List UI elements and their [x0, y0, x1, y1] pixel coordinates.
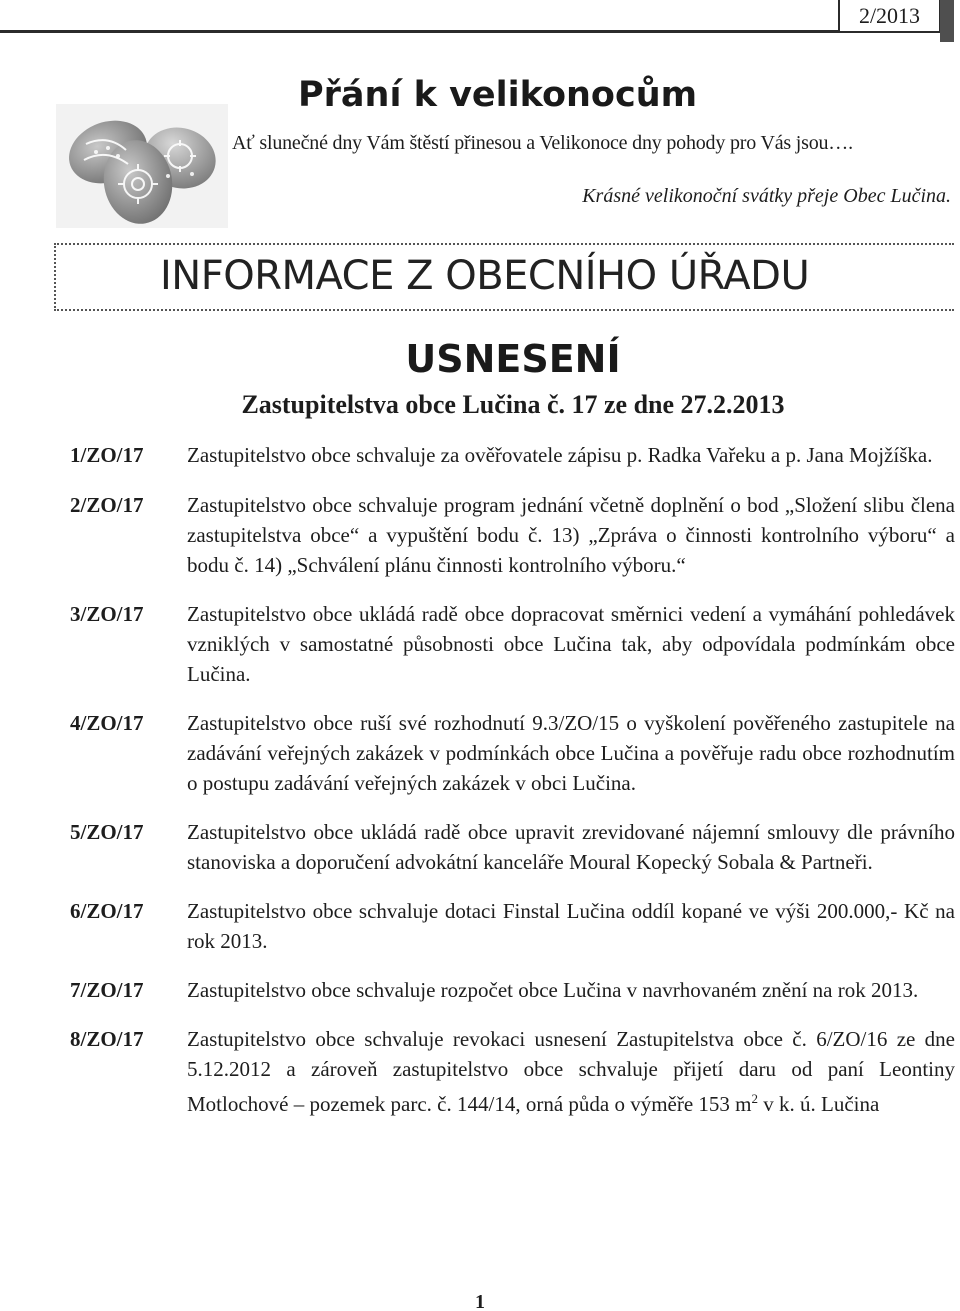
resolution-item: [0, 1024, 960, 1119]
greeting-text: Ať slunečné dny Vám štěstí přinesou a Velikonoce dny pohody pro Vás jsou….: [232, 132, 853, 154]
item-number: 7/ZO/17: [70, 978, 144, 1002]
item-text: Zastupitelstvo obce schvaluje dotaci Finstal Lučina oddíl kopané ve výši 200.000,- Kč na rok 2013.: [187, 899, 955, 953]
greeting-signature: Krásné velikonoční svátky přeje Obec Lučina.: [582, 185, 951, 207]
item-text: [187, 1024, 955, 1119]
item-text: Zastupitelstvo obce ruší své rozhodnutí 9.3/ZO/15 o vyškolení pověřeného zastupitele na zadávání veřejných zakázek v podmínkách obce Lučina a pověřuje radu obce rozhodnutím o postupu zadávání veřejných zakázek v obci Lučina.: [187, 711, 955, 795]
resolution-title: USNESENÍ: [405, 337, 621, 381]
item-text-main: Zastupitelstvo obce schvaluje revokaci usnesení Zastupitelstva obce č. 6/ZO/16 ze dne 5.12.2012 a zároveň zastupitelstvo obce schvaluje přijetí daru od paní Leontiny Motlochové – pozemek parc. č. 144/14, orná půda o výměře 153 m: [187, 1027, 955, 1116]
resolution-item: [0, 599, 960, 689]
item-number: 6/ZO/17: [70, 899, 144, 923]
resolution-items: [0, 440, 960, 1119]
item-text: Zastupitelstvo obce schvaluje rozpočet obce Lučina v navrhovaném znění na rok 2013.: [187, 978, 919, 1002]
resolution-item: [0, 708, 960, 798]
section-title: INFORMACE Z OBECNÍHO ÚŘADU: [160, 253, 810, 299]
issue-number: 2/2013: [838, 0, 940, 33]
page-number: 1: [475, 1291, 485, 1311]
easter-eggs-illustration: [56, 104, 228, 228]
item-text: Zastupitelstvo obce ukládá radě obce dopracovat směrnici vedení a vymáhání pohledávek vzniklých v samostatné působnosti obce Lučina tak, aby odpovídala podmínkám obce Lučina.: [187, 602, 955, 686]
resolution-subtitle: Zastupitelstva obce Lučina č. 17 ze dne 27.2.2013: [241, 390, 785, 419]
item-number: 3/ZO/17: [70, 602, 144, 626]
header-rule: [0, 30, 838, 33]
item-number: 1/ZO/17: [70, 443, 144, 467]
item-number: 8/ZO/17: [70, 1027, 144, 1051]
resolution-item: [0, 490, 960, 580]
item-number: 2/ZO/17: [70, 493, 144, 517]
item-number: 5/ZO/17: [70, 820, 144, 844]
resolution-item: [0, 817, 960, 877]
item-text: Zastupitelstvo obce schvaluje program jednání včetně doplnění o bod „Složení slibu člena zastupitelstva obce“ a vypuštění bodu č. 13) „Zpráva o činnosti kontrolního výboru“ a bodu č. 14) „Schválení plánu činnosti kontrolního výboru.“: [187, 493, 955, 577]
area-unit-superscript: 2: [751, 1091, 759, 1106]
resolution-item: [0, 896, 960, 956]
item-number: 4/ZO/17: [70, 711, 144, 735]
greeting-title: Přání k velikonocům: [298, 75, 698, 115]
resolution-item: [0, 440, 960, 470]
item-text-end: v k. ú. Lučina: [758, 1092, 880, 1116]
resolution-item: [0, 975, 960, 1005]
issue-tab-marker: [940, 0, 954, 42]
item-text: Zastupitelstvo obce ukládá radě obce upravit zrevidované nájemní smlouvy dle právního stanoviska a doporučení advokátní kanceláře Moural Kopecký Sobala & Partneři.: [187, 820, 955, 874]
item-text: Zastupitelstvo obce schvaluje za ověřovatele zápisu p. Radka Vařeku a p. Jana Mojžíška.: [187, 443, 933, 467]
